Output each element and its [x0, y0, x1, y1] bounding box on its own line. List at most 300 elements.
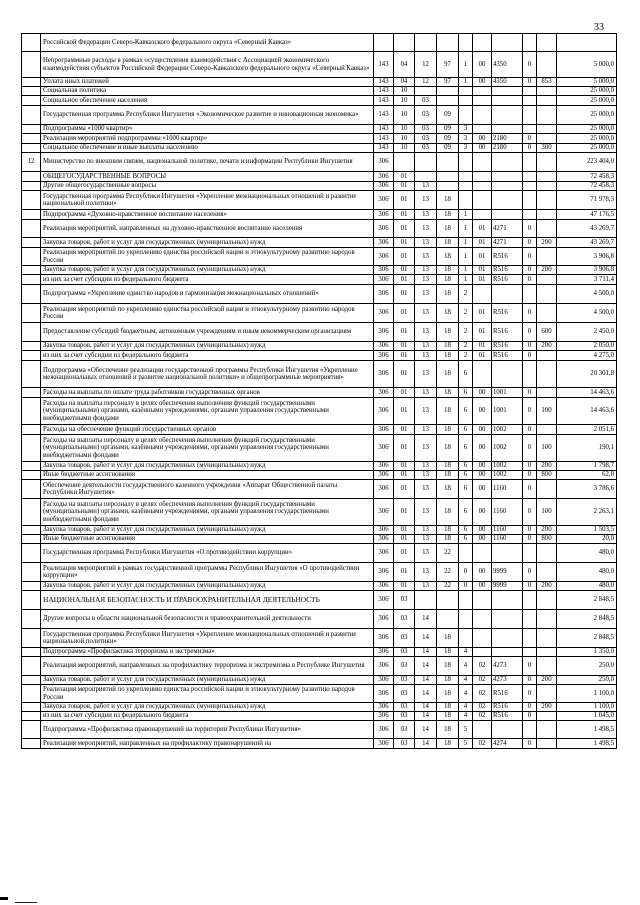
ministry-code: 143 [374, 52, 394, 78]
table-row [22, 285, 617, 304]
ministry-code: 306 [374, 739, 394, 749]
extra-code [523, 153, 537, 172]
row-number [22, 106, 41, 125]
row-name: Непрограммные расходы в рамках осуществления взаимодействия с Ассоциацией экономического взаимодействия субъектов Российской Федерации Северо-Кавказского федерального округа «Северный Кавказ» [41, 52, 374, 78]
subprogram-code: 1 [459, 266, 473, 275]
row-name: Обеспечение деятельности государственного казенного учреждения «Аппарат Общественной палаты Республики Ингушетия» [41, 480, 374, 499]
table-row [22, 721, 617, 739]
extra-code: 0 [523, 563, 537, 582]
expense-type-code: 200 [537, 582, 557, 591]
section-code: 01 [394, 220, 415, 238]
ministry-code: 143 [374, 106, 394, 125]
program-code: 18 [437, 535, 459, 544]
section-code: 03 [394, 610, 415, 629]
expense-type-code [537, 425, 557, 435]
activity-code: 01 [473, 342, 492, 351]
activity-code: 00 [473, 78, 492, 87]
direction-code: 1160 [492, 499, 523, 526]
direction-code: 4273 [492, 657, 523, 676]
extra-code: 0 [523, 582, 537, 591]
subprogram-code: 2 [459, 351, 473, 361]
row-number [22, 563, 41, 582]
row-amount: 43 269,7 [557, 238, 617, 248]
row-amount: 2 848,5 [557, 591, 617, 610]
extra-code: 0 [523, 712, 537, 721]
row-amount: 20 301,8 [557, 361, 617, 388]
extra-code: 0 [523, 323, 537, 342]
table-row [22, 266, 617, 275]
row-number [22, 342, 41, 351]
table-row [22, 388, 617, 398]
row-amount: 1 100,0 [557, 685, 617, 703]
program-code: 18 [437, 248, 459, 266]
program-code: 09 [437, 134, 459, 144]
direction-code: R516 [492, 248, 523, 266]
program-code: 18 [437, 471, 459, 480]
subsection-code [415, 87, 437, 96]
row-name: Реализация мероприятий, направленных на профилактику терроризма и экстремизма в Республике Ингушетия [41, 657, 374, 676]
extra-code [523, 106, 537, 125]
subprogram-code: 3 [459, 144, 473, 153]
ministry-code: 306 [374, 582, 394, 591]
activity-code: 00 [473, 435, 492, 462]
section-code: 10 [394, 125, 415, 134]
subsection-code: 13 [415, 388, 437, 398]
subprogram-code: 6 [459, 435, 473, 462]
subsection-code: 13 [415, 544, 437, 563]
extra-code: 0 [523, 388, 537, 398]
row-amount: 3 906,8 [557, 266, 617, 275]
expense-type-code: 300 [537, 144, 557, 153]
subsection-code: 14 [415, 739, 437, 749]
subsection-code: 13 [415, 582, 437, 591]
row-amount: 1 100,0 [557, 703, 617, 712]
expense-type-code [537, 657, 557, 676]
table-row [22, 220, 617, 238]
expense-type-code [537, 191, 557, 210]
program-code: 18 [437, 526, 459, 535]
row-name: Расходы на обеспечение функций государственных органов [41, 425, 374, 435]
subsection-code [415, 153, 437, 172]
activity-code: 00 [473, 134, 492, 144]
row-name: Расходы на выплаты персоналу в целях обеспечения выполнения функций государственными (муниципальными) органами, казёнными учреждениями, органами управления государственными внебюджетными фондами [41, 398, 374, 425]
row-number [22, 285, 41, 304]
row-name: Расходы на выплаты персоналу в целях обеспечения выполнения функций государственными (муниципальными) органами, казёнными учреждениями, органами управления государственными внебюджетными фондами [41, 435, 374, 462]
expense-type-code: 200 [537, 342, 557, 351]
row-name: Закупка товаров, работ и услуг для государственных (муниципальных) нужд [41, 462, 374, 471]
row-name: Закупка товаров, работ и услуг для государственных (муниципальных) нужд [41, 266, 374, 275]
section-code: 01 [394, 275, 415, 285]
program-code: 18 [437, 388, 459, 398]
expense-type-code [537, 351, 557, 361]
activity-code [473, 210, 492, 220]
activity-code: 02 [473, 712, 492, 721]
subsection-code: 13 [415, 462, 437, 471]
direction-code: 4271 [492, 220, 523, 238]
extra-code: 0 [523, 471, 537, 480]
row-name: Реализация мероприятий подпрограммы «1000 квартир» [41, 134, 374, 144]
expense-type-code: 200 [537, 526, 557, 535]
row-number [22, 582, 41, 591]
subprogram-code [459, 591, 473, 610]
row-name: из них за счет субсидии из федерального бюджета [41, 351, 374, 361]
program-code: 18 [437, 220, 459, 238]
subprogram-code: 6 [459, 462, 473, 471]
direction-code [492, 721, 523, 739]
table-row [22, 425, 617, 435]
direction-code [492, 34, 523, 52]
table-row [22, 34, 617, 52]
ministry-code: 306 [374, 712, 394, 721]
activity-code [473, 610, 492, 629]
row-name: Реализация мероприятий, направленных на духовно-нравственное воспитание населения [41, 220, 374, 238]
direction-code: R516 [492, 323, 523, 342]
row-amount: 2 050,0 [557, 342, 617, 351]
activity-code: 01 [473, 304, 492, 323]
subsection-code: 13 [415, 526, 437, 535]
subprogram-code [459, 34, 473, 52]
extra-code: 0 [523, 657, 537, 676]
row-name: Социальная политика [41, 87, 374, 96]
row-amount: 43 269,7 [557, 220, 617, 238]
subsection-code: 12 [415, 78, 437, 87]
subsection-code: 13 [415, 499, 437, 526]
subsection-code: 13 [415, 275, 437, 285]
activity-code: 00 [473, 52, 492, 78]
extra-code [523, 210, 537, 220]
subprogram-code [459, 610, 473, 629]
subprogram-code: 3 [459, 125, 473, 134]
program-code [437, 87, 459, 96]
direction-code [492, 182, 523, 191]
direction-code: 4350 [492, 78, 523, 87]
program-code [437, 96, 459, 106]
ministry-code: 143 [374, 78, 394, 87]
program-code: 18 [437, 721, 459, 739]
row-number [22, 499, 41, 526]
expense-type-code [537, 134, 557, 144]
program-code: 22 [437, 544, 459, 563]
row-number [22, 480, 41, 499]
activity-code: 00 [473, 462, 492, 471]
section-code: 01 [394, 425, 415, 435]
table-row [22, 471, 617, 480]
program-code: 18 [437, 712, 459, 721]
table-row [22, 739, 617, 749]
row-number [22, 52, 41, 78]
subsection-code: 14 [415, 657, 437, 676]
direction-code: 1001 [492, 388, 523, 398]
row-amount: 2 848,5 [557, 629, 617, 648]
scan-mark [0, 897, 8, 900]
row-number [22, 462, 41, 471]
table-row [22, 351, 617, 361]
table-row [22, 182, 617, 191]
ministry-code: 306 [374, 248, 394, 266]
section-code: 03 [394, 721, 415, 739]
subprogram-code: 6 [459, 526, 473, 535]
activity-code [473, 544, 492, 563]
table-row [22, 172, 617, 182]
row-number [22, 721, 41, 739]
expense-type-code [537, 182, 557, 191]
section-code: 01 [394, 535, 415, 544]
section-code: 03 [394, 648, 415, 657]
row-number [22, 96, 41, 106]
table-row [22, 563, 617, 582]
subsection-code: 13 [415, 323, 437, 342]
row-name: Реализация мероприятий в рамках государственной программы Республики Ингушетия «О противодействии коррупции» [41, 563, 374, 582]
row-amount: 4 275,0 [557, 351, 617, 361]
table-row [22, 582, 617, 591]
row-amount: 2 848,5 [557, 610, 617, 629]
extra-code [523, 191, 537, 210]
subsection-code: 03 [415, 134, 437, 144]
activity-code: 00 [473, 480, 492, 499]
row-number [22, 703, 41, 712]
activity-code: 00 [473, 563, 492, 582]
extra-code: 0 [523, 220, 537, 238]
program-code: 18 [437, 425, 459, 435]
table-row [22, 480, 617, 499]
ministry-code: 306 [374, 544, 394, 563]
direction-code [492, 285, 523, 304]
table-row [22, 676, 617, 685]
activity-code: 02 [473, 676, 492, 685]
activity-code: 00 [473, 425, 492, 435]
expense-type-code [537, 106, 557, 125]
row-name: Подпрограмма «Обеспечение реализации государственной программы Республики Ингушетия «Укрепление межнациональных отношений и развитие национальной политики» и общепрограммные мероприятия» [41, 361, 374, 388]
section-code: 10 [394, 87, 415, 96]
section-code: 03 [394, 712, 415, 721]
row-name: Иные бюджетные ассигнования [41, 535, 374, 544]
expense-type-code: 200 [537, 266, 557, 275]
extra-code [523, 172, 537, 182]
subprogram-code: 6 [459, 499, 473, 526]
expense-type-code [537, 712, 557, 721]
activity-code: 01 [473, 323, 492, 342]
direction-code: R516 [492, 712, 523, 721]
section-code: 01 [394, 342, 415, 351]
table-row [22, 657, 617, 676]
row-amount: 47 176,5 [557, 210, 617, 220]
extra-code [523, 87, 537, 96]
program-code: 18 [437, 629, 459, 648]
subsection-code: 12 [415, 52, 437, 78]
table-row [22, 462, 617, 471]
row-name: Закупка товаров, работ и услуг для государственных (муниципальных) нужд [41, 238, 374, 248]
ministry-code [374, 34, 394, 52]
direction-code [492, 361, 523, 388]
section-code: 01 [394, 351, 415, 361]
activity-code [473, 87, 492, 96]
activity-code: 00 [473, 471, 492, 480]
program-code: 18 [437, 480, 459, 499]
table-row [22, 248, 617, 266]
row-number [22, 144, 41, 153]
row-name: Реализация мероприятий по укреплению единства российской нации и этнокультурному развитию народов России [41, 685, 374, 703]
row-number [22, 676, 41, 685]
subsection-code: 13 [415, 182, 437, 191]
program-code: 18 [437, 676, 459, 685]
row-number [22, 275, 41, 285]
extra-code: 0 [523, 78, 537, 87]
extra-code: 0 [523, 480, 537, 499]
direction-code: 1002 [492, 425, 523, 435]
row-amount: 250,0 [557, 676, 617, 685]
expense-type-code: 200 [537, 703, 557, 712]
program-code: 18 [437, 266, 459, 275]
expense-type-code [537, 629, 557, 648]
subprogram-code: 6 [459, 388, 473, 398]
row-number [22, 125, 41, 134]
section-code: 10 [394, 96, 415, 106]
page-number: 33 [594, 22, 604, 33]
subsection-code: 14 [415, 629, 437, 648]
direction-code [492, 610, 523, 629]
expense-type-code [537, 591, 557, 610]
expense-type-code [537, 172, 557, 182]
section-code: 01 [394, 323, 415, 342]
subsection-code [415, 34, 437, 52]
expense-type-code [537, 125, 557, 134]
subsection-code: 13 [415, 471, 437, 480]
expense-type-code [537, 96, 557, 106]
extra-code: 0 [523, 304, 537, 323]
subprogram-code: 1 [459, 78, 473, 87]
table-row [22, 153, 617, 172]
subsection-code: 13 [415, 220, 437, 238]
ministry-code: 306 [374, 323, 394, 342]
subprogram-code: 6 [459, 361, 473, 388]
expense-type-code [537, 153, 557, 172]
subsection-code: 13 [415, 266, 437, 275]
row-number [22, 191, 41, 210]
direction-code [492, 172, 523, 182]
section-code: 01 [394, 582, 415, 591]
row-name: ОБЩЕГОСУДАРСТВЕННЫЕ ВОПРОСЫ [41, 172, 374, 182]
ministry-code: 306 [374, 238, 394, 248]
program-code [437, 610, 459, 629]
ministry-code: 143 [374, 96, 394, 106]
subprogram-code: 5 [459, 721, 473, 739]
ministry-code: 306 [374, 275, 394, 285]
subprogram-code: 4 [459, 685, 473, 703]
extra-code: 0 [523, 398, 537, 425]
section-code: 01 [394, 191, 415, 210]
expense-type-code: 200 [537, 462, 557, 471]
program-code: 18 [437, 323, 459, 342]
ministry-code: 306 [374, 172, 394, 182]
ministry-code: 306 [374, 499, 394, 526]
direction-code: 2180 [492, 144, 523, 153]
program-code: 18 [437, 398, 459, 425]
subprogram-code: 4 [459, 648, 473, 657]
section-code: 03 [394, 591, 415, 610]
row-name: Закупка товаров, работ и услуг для государственных (муниципальных) нужд [41, 526, 374, 535]
direction-code: 1160 [492, 480, 523, 499]
subsection-code: 03 [415, 106, 437, 125]
subsection-code [415, 591, 437, 610]
expense-type-code [537, 563, 557, 582]
row-name: Предоставление субсидий бюджетным, автономным учреждениям и иным некоммерческим организациям [41, 323, 374, 342]
extra-code: 0 [523, 144, 537, 153]
section-code: 01 [394, 304, 415, 323]
ministry-code: 306 [374, 685, 394, 703]
subsection-code: 13 [415, 435, 437, 462]
expense-type-code [537, 210, 557, 220]
subsection-code: 03 [415, 144, 437, 153]
direction-code: 1160 [492, 526, 523, 535]
extra-code [523, 648, 537, 657]
table-row [22, 361, 617, 388]
subsection-code: 13 [415, 191, 437, 210]
direction-code: R516 [492, 351, 523, 361]
section-code: 01 [394, 238, 415, 248]
expense-type-code: 100 [537, 398, 557, 425]
extra-code: 0 [523, 703, 537, 712]
expense-type-code [537, 87, 557, 96]
row-name: НАЦИОНАЛЬНАЯ БЕЗОПАСНОСТЬ И ПРАВООХРАНИТЕЛЬНАЯ ДЕЯТЕЛЬНОСТЬ [41, 591, 374, 610]
direction-code: 4274 [492, 739, 523, 749]
extra-code [523, 285, 537, 304]
section-code: 03 [394, 629, 415, 648]
direction-code: R516 [492, 304, 523, 323]
ministry-code: 306 [374, 703, 394, 712]
section-code: 01 [394, 266, 415, 275]
row-number [22, 388, 41, 398]
activity-code: 00 [473, 582, 492, 591]
row-number [22, 34, 41, 52]
subsection-code: 14 [415, 610, 437, 629]
subprogram-code: 6 [459, 471, 473, 480]
row-name: Государственная программа Республики Ингушетия «Экономическое развитие и инновационная экономика» [41, 106, 374, 125]
program-code: 09 [437, 125, 459, 134]
table-row [22, 712, 617, 721]
row-number [22, 425, 41, 435]
program-code: 18 [437, 435, 459, 462]
row-amount: 1 498,5 [557, 739, 617, 749]
row-number [22, 712, 41, 721]
table-row [22, 210, 617, 220]
table-row [22, 323, 617, 342]
activity-code [473, 182, 492, 191]
table-row [22, 52, 617, 78]
ministry-code: 306 [374, 153, 394, 172]
row-amount: 3 786,6 [557, 480, 617, 499]
direction-code [492, 153, 523, 172]
ministry-code: 306 [374, 351, 394, 361]
expense-type-code [537, 285, 557, 304]
row-amount: 25 000,0 [557, 134, 617, 144]
direction-code: 9999 [492, 563, 523, 582]
row-amount: 5 000,0 [557, 78, 617, 87]
subsection-code: 13 [415, 285, 437, 304]
extra-code: 0 [523, 266, 537, 275]
table-row [22, 134, 617, 144]
ministry-code: 306 [374, 304, 394, 323]
table-row [22, 304, 617, 323]
section-code: 01 [394, 398, 415, 425]
row-number [22, 544, 41, 563]
extra-code: 0 [523, 676, 537, 685]
subsection-code: 13 [415, 342, 437, 351]
activity-code [473, 125, 492, 134]
subsection-code: 13 [415, 361, 437, 388]
expense-type-code [537, 610, 557, 629]
subsection-code: 14 [415, 648, 437, 657]
subprogram-code: 6 [459, 425, 473, 435]
